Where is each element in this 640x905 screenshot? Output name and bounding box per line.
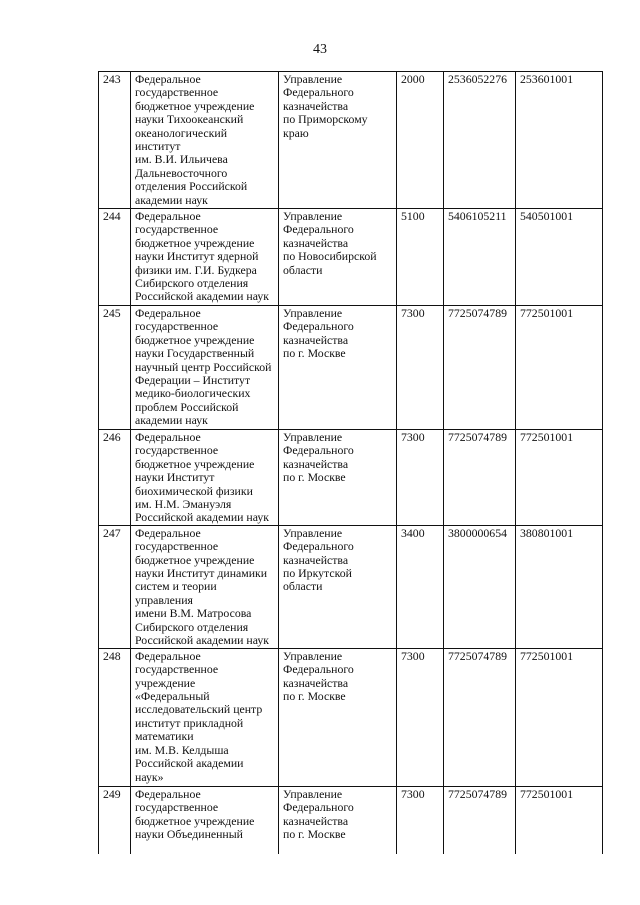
table-row [99,525,603,648]
kpp-value: 772501001 [516,306,603,430]
treasury-office: Управление Федерального казначейства по Приморскому краю [279,72,397,209]
treasury-code: 2000 [397,72,444,209]
inn-value: 7725074789 [444,306,516,430]
institution-name: Федеральное государственное учреждение «Федеральный исследовательский центр институт прикладной математики им. М.В. Келдыша Российской академии наук» [131,648,279,786]
table-row [99,786,603,854]
kpp-value: 772501001 [516,786,603,854]
inn-value: 7725074789 [444,786,516,854]
registry-table [98,71,603,854]
kpp-value: 380801001 [516,525,603,648]
institution-name: Федеральное государственное бюджетное учреждение науки Институт ядерной физики им. Г.И. Будкера Сибирского отделения Российской академии наук [131,209,279,306]
kpp-value: 253601001 [516,72,603,209]
institution-name: Федеральное государственное бюджетное учреждение науки Объединенный [131,786,279,854]
kpp-value: 772501001 [516,648,603,786]
row-number: 249 [99,786,131,854]
treasury-code: 5100 [397,209,444,306]
inn-value: 7725074789 [444,430,516,526]
treasury-office: Управление Федерального казначейства по Иркутской области [279,525,397,648]
row-number: 243 [99,72,131,209]
table-row [99,430,603,526]
row-number: 247 [99,525,131,648]
table-row [99,209,603,306]
institution-name: Федеральное государственное бюджетное учреждение науки Институт биохимической физики им. Н.М. Эмануэля Российской академии наук [131,430,279,526]
table-row [99,648,603,786]
treasury-code: 7300 [397,786,444,854]
treasury-code: 7300 [397,648,444,786]
row-number: 244 [99,209,131,306]
treasury-office: Управление Федерального казначейства по Новосибирской области [279,209,397,306]
page-number: 43 [313,42,327,57]
treasury-code: 7300 [397,306,444,430]
inn-value: 5406105211 [444,209,516,306]
row-number: 246 [99,430,131,526]
treasury-office: Управление Федерального казначейства по г. Москве [279,786,397,854]
institution-name: Федеральное государственное бюджетное учреждение науки Государственный научный центр Российской Федерации – Институт медико-биологических проблем Российской академии наук [131,306,279,430]
inn-value: 2536052276 [444,72,516,209]
inn-value: 3800000654 [444,525,516,648]
institution-name: Федеральное государственное бюджетное учреждение науки Тихоокеанский океанологический институт им. В.И. Ильичева Дальневосточного отделения Российской академии наук [131,72,279,209]
table-row [99,72,603,209]
row-number: 245 [99,306,131,430]
treasury-code: 3400 [397,525,444,648]
inn-value: 7725074789 [444,648,516,786]
kpp-value: 540501001 [516,209,603,306]
institution-name: Федеральное государственное бюджетное учреждение науки Институт динамики систем и теории управления имени В.М. Матросова Сибирского отделения Российской академии наук [131,525,279,648]
treasury-code: 7300 [397,430,444,526]
treasury-office: Управление Федерального казначейства по г. Москве [279,306,397,430]
kpp-value: 772501001 [516,430,603,526]
table-row [99,306,603,430]
treasury-office: Управление Федерального казначейства по г. Москве [279,648,397,786]
treasury-office: Управление Федерального казначейства по г. Москве [279,430,397,526]
row-number: 248 [99,648,131,786]
